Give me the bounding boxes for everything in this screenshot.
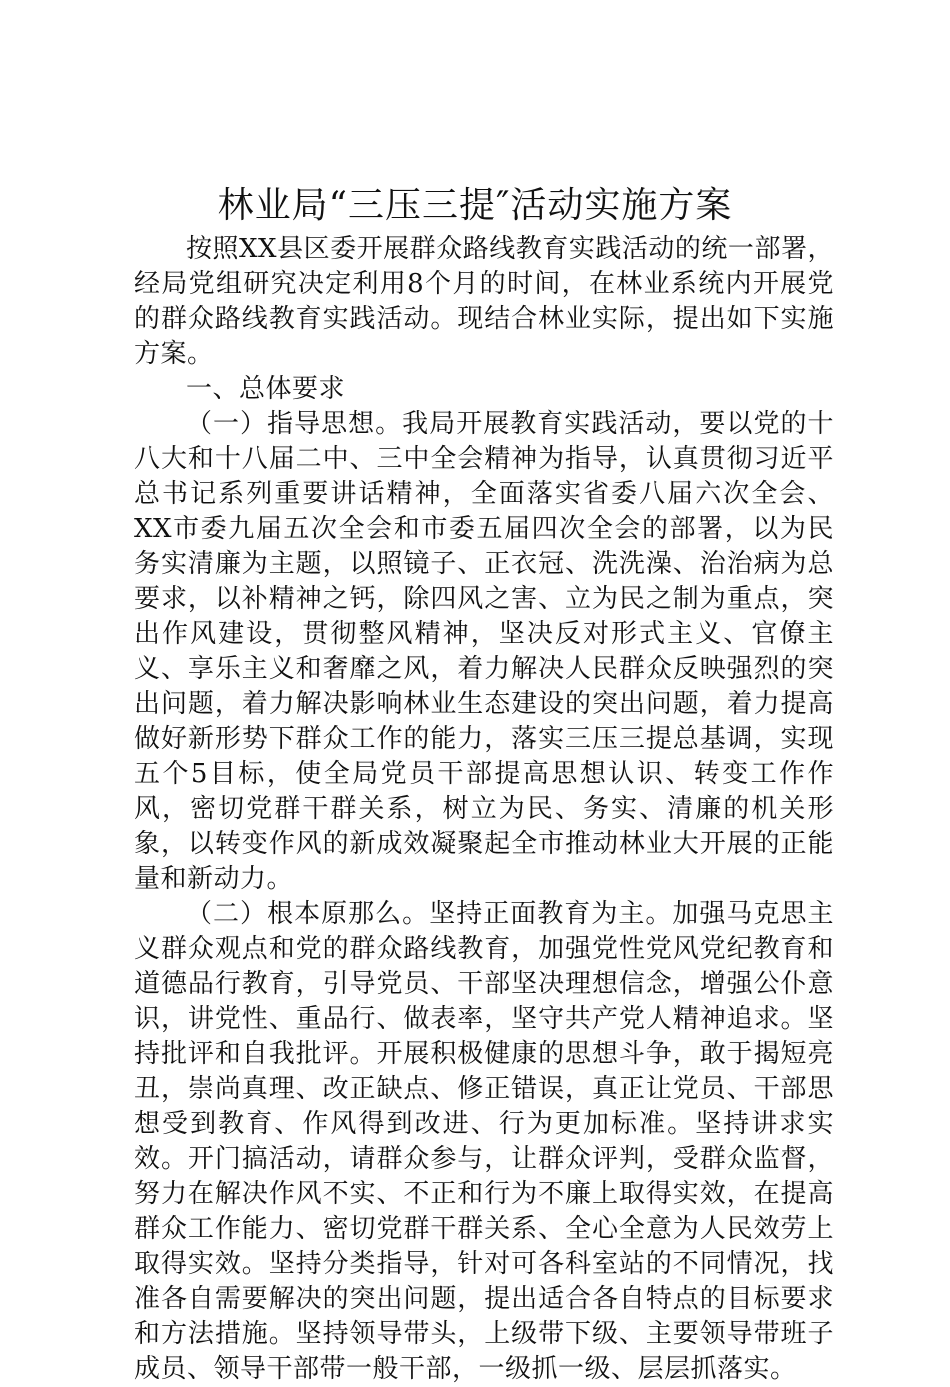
section-heading: 一、总体要求 bbox=[186, 374, 346, 404]
intro-paragraph: 按照XX县区委开展群众路线教育实践活动的统一部署，经局党组研究决定利用8个月的时间，在林业系统内开展党的群众路线教育实践活动。现结合林业实际，提出如下实施方案。 bbox=[134, 234, 834, 369]
document-title: 林业局“三压三提″活动实施方案 bbox=[217, 185, 733, 226]
basic-principles-paragraph: （二）根本原那么。坚持正面教育为主。加强马克思主义群众观点和党的群众路线教育，加强党性党风党纪教育和道德品行教育，引导党员、干部坚决理想信念，增强公仆意识，讲党性、重品行、做表率，坚守共产党人精神追求。坚持批评和自我批评。开展积极健康的思想斗争，敢于揭短亮丑，崇尚真理、改正缺点、修正错误，真正让党员、干部思想受到教育、作风得到改进、行为更加标准。坚持讲求实效。开门搞活动，请群众参与，让群众评判，受群众监督，努力在解决作风不实、不正和行为不廉上取得实效，在提高群众工作能力、密切党群干群关系、全心全意为人民效劳上取得实效。坚持分类指导，针对可各科室站的不同情况，找准各自需要解决的突出问题，提出适合各自特点的目标要求和方法措施。坚持领导带头，上级带下级、主要领导带班子成员、领导干部带一般干部，一级抓一级、层层抓落实。 bbox=[134, 899, 834, 1384]
guiding-thought-paragraph: （一）指导思想。我局开展教育实践活动，要以党的十八大和十八届二中、三中全会精神为指导，认真贯彻习近平总书记系列重要讲话精神，全面落实省委八届六次全会、XX市委九届五次全会和市委五届四次全会的部署，以为民务实清廉为主题，以照镜子、正衣冠、洗洗澡、治治病为总要求，以补精神之钙，除四风之害、立为民之制为重点，突出作风建设，贯彻整风精神，坚决反对形式主义、官僚主义、享乐主义和奢靡之风，着力解决人民群众反映强烈的突出问题，着力解决影响林业生态建设的突出问题，着力提高做好新形势下群众工作的能力，落实三压三提总基调，实现五个5目标，使全局党员干部提高思想认识、转变工作作风，密切党群干群关系，树立为民、务实、清廉的机关形象，以转变作风的新成效凝聚起全市推动林业大开展的正能量和新动力。 bbox=[134, 409, 834, 894]
document-body bbox=[134, 232, 834, 1387]
